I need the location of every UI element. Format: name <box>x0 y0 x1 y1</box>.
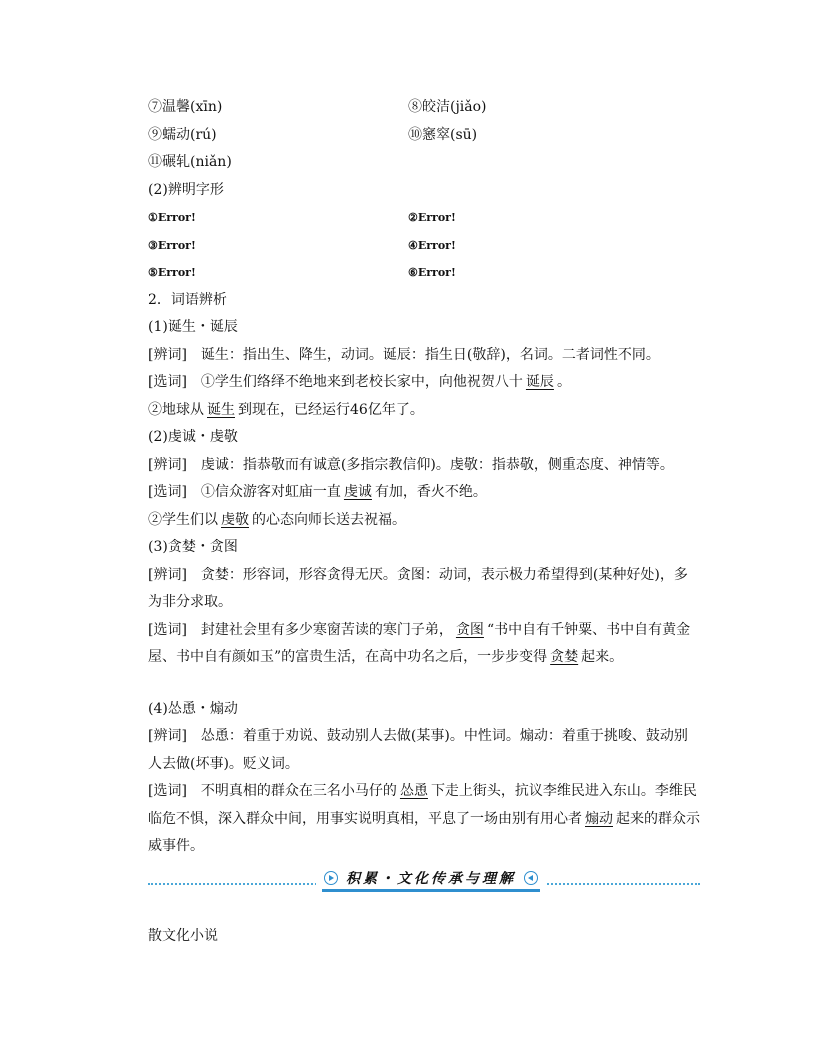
pron-item: ⑧皎洁(jiǎo) <box>408 99 487 115</box>
group-title: (2)虔诚・虔敬 <box>148 429 238 445</box>
answer-underline: 贪图 <box>455 621 484 638</box>
group-title: (1)诞生・诞辰 <box>148 319 238 335</box>
bianci-text: [辨词] 贪婪：形容词，形容贪得无厌。贪图：动词，表示极力希望得到(某种好处)，多为非分求取。 <box>148 566 688 610</box>
pron-item: ⑨蠕动(rú) <box>148 126 217 143</box>
answer-underline: 怂恿 <box>399 783 428 799</box>
answer-underline: 虔敬 <box>221 511 249 528</box>
arrow-right-icon <box>324 871 338 885</box>
section-banner <box>148 865 700 895</box>
error-item: ⑤Error! <box>148 266 196 279</box>
answer-underline: 诞生 <box>207 401 235 418</box>
error-item: ⑥Error! <box>408 266 456 279</box>
document-body <box>148 94 700 950</box>
error-item: ③Error! <box>148 238 196 252</box>
pron-item: ⑪碾轧(niǎn) <box>148 154 232 170</box>
arrow-left-icon <box>524 871 538 885</box>
xuanci-text: ②地球从 诞生 到现在，已经运行46亿年了。 <box>148 401 424 418</box>
error-item: ②Error! <box>408 211 456 224</box>
error-item: ①Error! <box>148 211 196 224</box>
xuanci-text: [选词] 封建社会里有多少寒窗苦读的寒门子弟， 贪图 “书中自有千钟粟、书中自有黄金屋、书中自有颜如玉”的富贵生活，在高中功名之后，一步步变得 贪婪 起来。 <box>148 621 691 665</box>
xuanci-text: ②学生们以 虔敬 的心态向师长送去祝福。 <box>148 511 406 528</box>
error-row <box>148 232 700 260</box>
answer-underline: 贪婪 <box>550 649 579 665</box>
bianci-text: [辨词] 诞生：指出生、降生，动词。诞辰：指生日(敬辞)，名词。二者词性不同。 <box>148 346 660 363</box>
xuanci-text: [选词] ①信众游客对虹庙一直 虔诚 有加，香火不绝。 <box>148 484 487 500</box>
error-item: ④Error! <box>408 238 456 252</box>
bianci-text: [辨词] 怂恿：着重于劝说、鼓动别人去做(某事)。中性词。煽动：着重于挑唆、鼓动别人去做(坏事)。贬义词。 <box>148 728 688 772</box>
answer-underline: 煽动 <box>585 810 613 827</box>
group-title: (3)贪婪・贪图 <box>148 539 238 555</box>
heading-ciyu: 2．词语辨析 <box>148 291 227 308</box>
bianci-text: [辨词] 虔诚：指恭敬而有诚意(多指宗教信仰)。虔敬：指恭敬，侧重态度、神情等。 <box>148 456 674 473</box>
section-text: 散文化小说 <box>148 927 218 944</box>
xuanci-text: [选词] ①学生们络绎不绝地来到老校长家中，向他祝贺八十 诞辰 。 <box>148 374 571 390</box>
heading-zixing: (2)辨明字形 <box>148 181 224 198</box>
banner-title: 积累・文化传承与理解 <box>316 868 546 892</box>
group-title: (4)怂恿・煽动 <box>148 700 238 717</box>
pronunciation-row <box>148 94 700 122</box>
pronunciation-row <box>148 149 700 177</box>
error-row <box>148 259 700 287</box>
pronunciation-row <box>148 122 700 150</box>
answer-underline: 虔诚 <box>343 484 372 500</box>
pron-item: ⑦温馨(xīn) <box>148 99 223 115</box>
xuanci-text: [选词] 不明真相的群众在三名小马仔的 怂恿 下走上街头，抗议李维民进入东山。李维民临危不惧，深入群众中间，用事实说明真相，平息了一场由别有用心者 煽动 起来的群众示威事件。 <box>148 783 700 854</box>
error-row <box>148 204 700 232</box>
pron-item: ⑩窸窣(sū) <box>408 126 478 143</box>
answer-underline: 诞辰 <box>525 374 554 390</box>
